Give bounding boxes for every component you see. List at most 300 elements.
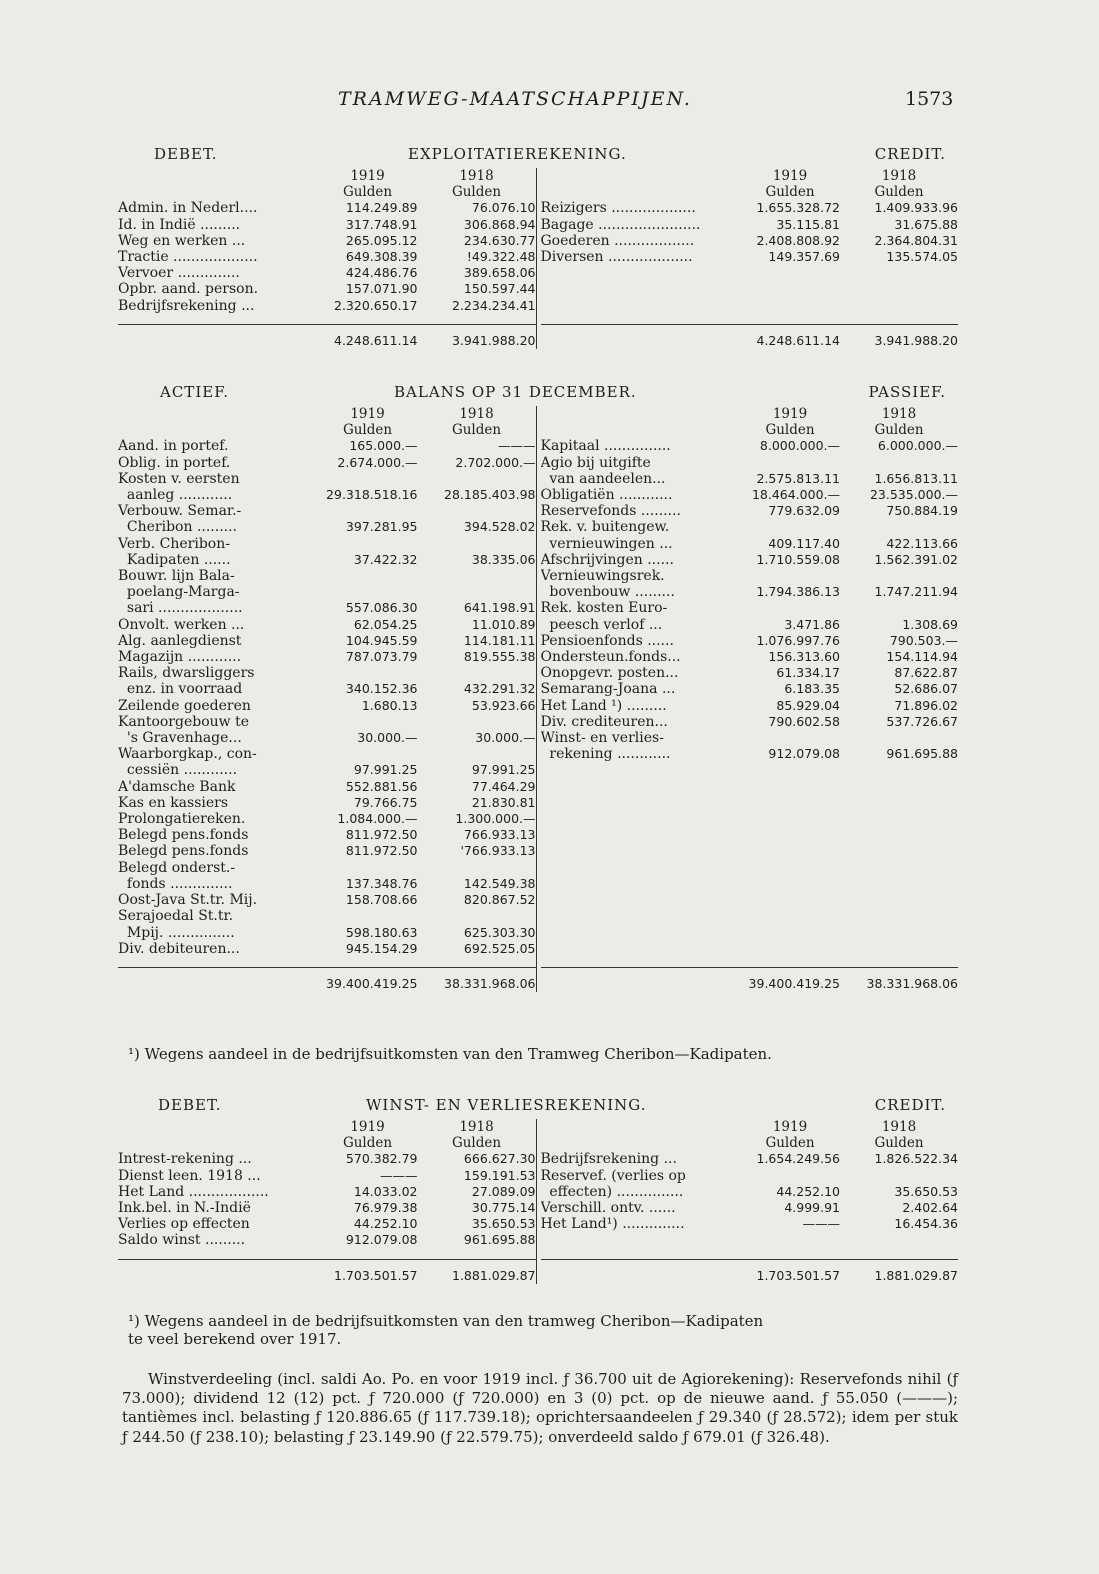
value-1918: 2.702.000.—	[455, 454, 536, 470]
table-row	[118, 892, 536, 908]
year-header-row	[541, 406, 959, 422]
balans-passief-side	[537, 406, 959, 992]
table-row	[118, 1216, 536, 1232]
value-1919: 265.095.12	[345, 232, 418, 248]
row-label: Mpij. ...............	[118, 924, 235, 941]
table-row	[118, 568, 536, 584]
table-row	[118, 730, 536, 746]
winst-credit-side	[537, 1119, 959, 1284]
row-label: A'damsche Bank	[118, 778, 236, 795]
row-label: Rek. v. buitengew.	[540, 519, 670, 536]
row-label: Semarang-Joana ...	[540, 681, 676, 698]
row-label: Id. in Indië .........	[118, 216, 241, 233]
value-1919: 1.655.328.72	[756, 200, 840, 216]
year-header-row	[541, 168, 959, 184]
value-1919: 912.079.08	[768, 746, 840, 762]
year-header-row	[118, 1119, 536, 1135]
value-1918: 750.884.19	[886, 503, 958, 519]
credit-heading: CREDIT.	[874, 1096, 946, 1114]
value-1919: 3.471.86	[784, 616, 840, 632]
table-row	[118, 1232, 536, 1248]
value-1919: 649.308.39	[345, 249, 418, 265]
value-1919: 76.979.38	[353, 1200, 418, 1216]
debet-heading: DEBET.	[158, 1096, 222, 1114]
value-1918: 11.010.89	[471, 616, 536, 632]
value-1919: 1.794.386.13	[756, 584, 840, 600]
value-1918: 666.627.30	[463, 1151, 536, 1167]
row-label: Ink.bel. in N.-Indië	[118, 1200, 251, 1217]
actief-heading: ACTIEF.	[160, 383, 230, 401]
row-label: Goederen ..................	[540, 232, 695, 249]
total-1918: 38.331.968.06	[866, 975, 958, 991]
winst-heading	[118, 1097, 958, 1119]
table-row	[118, 1151, 536, 1167]
unit-header-row	[118, 1135, 536, 1151]
value-1918: 38.335.06	[471, 551, 536, 567]
year-1918: 1918	[881, 406, 917, 422]
row-label: Zeilende goederen	[118, 697, 251, 714]
value-1918: 1.300.000.—	[455, 811, 536, 827]
value-1919: 14.033.02	[353, 1183, 418, 1199]
row-label: bovenbouw .........	[540, 584, 675, 601]
credit-heading: CREDIT.	[874, 145, 946, 163]
value-1919: 340.152.36	[345, 681, 418, 697]
exploitatie-credit-side	[537, 168, 959, 349]
value-1919: 114.249.89	[345, 200, 418, 216]
exploitatie-debet-side	[118, 168, 536, 349]
value-1918: 766.933.13	[463, 827, 536, 843]
table-row	[541, 714, 959, 730]
value-1919: 1.076.997.76	[756, 632, 840, 648]
row-label: Saldo winst .........	[118, 1232, 246, 1249]
value-1919: 157.071.90	[345, 281, 418, 297]
row-label: Prolongatiereken.	[118, 811, 246, 828]
value-1918: 28.185.403.98	[444, 487, 536, 503]
value-1918: 150.597.44	[463, 281, 536, 297]
table-row	[118, 617, 536, 633]
row-label: Kas en kassiers	[118, 794, 229, 811]
unit-label: Gulden	[342, 1135, 393, 1152]
total-1919: 39.400.419.25	[326, 975, 418, 991]
row-label: Opbr. aand. person.	[118, 281, 259, 298]
table-row	[118, 633, 536, 649]
value-1919: 29.318.518.16	[326, 487, 418, 503]
value-1918: 1.409.933.96	[874, 200, 958, 216]
value-1919: 790.602.58	[768, 713, 840, 729]
row-label: Agio bij uitgifte	[540, 454, 651, 471]
table-row	[541, 217, 959, 233]
row-label: Kosten v. eersten	[118, 470, 240, 487]
year-1919: 1919	[350, 1119, 385, 1135]
page-number: 1573	[905, 88, 954, 110]
value-1919: 62.054.25	[353, 616, 418, 632]
row-label: Kantoorgebouw te	[118, 713, 249, 730]
value-1918: 135.574.05	[886, 249, 958, 265]
row-label: van aandeelen...	[540, 470, 666, 487]
value-1918: 961.695.88	[463, 1232, 536, 1248]
row-label: effecten) ...............	[540, 1183, 684, 1200]
unit-header-row	[541, 422, 959, 438]
table-row	[541, 519, 959, 535]
unit-label: Gulden	[342, 184, 393, 201]
value-1918: 1.747.211.94	[874, 584, 958, 600]
row-label: vernieuwingen ...	[540, 535, 673, 552]
balans-section	[118, 384, 958, 992]
table-row	[118, 681, 536, 697]
value-1918: 432.291.32	[463, 681, 536, 697]
total-1919: 1.703.501.57	[756, 1267, 840, 1283]
table-row	[541, 471, 959, 487]
row-label: Reservef. (verlies op	[540, 1167, 686, 1184]
table-row	[118, 217, 536, 233]
value-1919: 137.348.76	[345, 875, 418, 891]
row-label: peesch verlof ...	[540, 616, 663, 633]
row-label: fonds ..............	[118, 875, 233, 892]
table-row	[118, 471, 536, 487]
unit-label: Gulden	[765, 184, 815, 201]
value-1919: 104.945.59	[345, 632, 418, 648]
total-row	[118, 324, 536, 349]
row-label: Kapitaal ...............	[540, 438, 671, 455]
row-label: Verb. Cheribon-	[118, 535, 230, 552]
table-row	[118, 762, 536, 778]
row-label: Belegd pens.fonds	[118, 827, 249, 844]
table-row	[541, 600, 959, 616]
row-label: Oblig. in portef.	[118, 454, 231, 471]
value-1918: 234.630.77	[463, 232, 536, 248]
unit-label: Gulden	[874, 422, 924, 439]
balans-heading	[118, 384, 958, 406]
unit-header-row	[118, 184, 536, 200]
total-row	[118, 967, 536, 992]
table-row	[118, 811, 536, 827]
total-1919: 39.400.419.25	[748, 975, 840, 991]
row-label: poelang-Marga-	[118, 584, 240, 601]
row-label: sari ...................	[118, 600, 243, 617]
total-1919: 4.248.611.14	[334, 332, 418, 348]
year-1919: 1919	[350, 168, 385, 184]
year-1918: 1918	[881, 168, 917, 184]
winst-debet-side	[118, 1119, 536, 1284]
table-row	[541, 249, 959, 265]
table-row	[118, 665, 536, 681]
table-row	[118, 281, 536, 297]
value-1918: 692.525.05	[463, 940, 536, 956]
value-1918: 27.089.09	[471, 1183, 536, 1199]
row-label: Div. crediteuren...	[540, 713, 668, 730]
value-1918: 819.555.38	[463, 649, 536, 665]
year-header-row	[541, 1119, 959, 1135]
balans-title: BALANS OP 31 DECEMBER.	[394, 383, 637, 401]
value-1919: 787.073.79	[345, 649, 418, 665]
winst-footnote-line2: te veel berekend over 1917.	[128, 1330, 342, 1348]
row-label: Onopgevr. posten...	[540, 665, 679, 682]
value-1919: 1.654.249.56	[756, 1151, 840, 1167]
table-row	[541, 1184, 959, 1200]
value-1919: 85.929.04	[776, 697, 840, 713]
table-row	[118, 941, 536, 957]
value-1919: 44.252.10	[353, 1216, 418, 1232]
row-label: Bedrijfsrekening ...	[118, 297, 255, 314]
value-1918: 87.622.87	[894, 665, 958, 681]
year-1919: 1919	[772, 168, 808, 184]
table-row	[118, 860, 536, 876]
unit-header-row	[118, 422, 536, 438]
value-1919: 912.079.08	[345, 1232, 418, 1248]
value-1918: 142.549.38	[463, 875, 536, 891]
row-label: Div. debiteuren...	[118, 940, 240, 957]
value-1918: 114.181.11	[463, 632, 536, 648]
value-1919: 557.086.30	[345, 600, 418, 616]
table-row	[541, 487, 959, 503]
row-label: Verlies op effecten	[118, 1216, 250, 1233]
row-label: Kadipaten ......	[118, 551, 231, 568]
winst-title: WINST- EN VERLIESREKENING.	[366, 1096, 647, 1114]
unit-label: Gulden	[342, 422, 393, 439]
unit-label: Gulden	[765, 422, 815, 439]
table-row	[541, 233, 959, 249]
table-row	[118, 487, 536, 503]
row-label: Obligatiën ............	[540, 487, 673, 504]
row-label: Reizigers ...................	[540, 200, 696, 217]
table-row	[541, 552, 959, 568]
value-1918: 389.658.06	[463, 265, 536, 281]
value-1918: 35.650.53	[894, 1183, 958, 1199]
table-row	[118, 265, 536, 281]
table-row	[118, 1168, 536, 1184]
table-row	[118, 827, 536, 843]
table-row	[118, 698, 536, 714]
total-row	[541, 1259, 959, 1284]
row-label: cessiën ............	[118, 762, 238, 779]
value-1918: !49.322.48	[466, 249, 536, 265]
running-head	[0, 88, 1099, 118]
value-1919: 945.154.29	[345, 940, 418, 956]
total-1919: 1.703.501.57	[334, 1267, 418, 1283]
value-1918: 6.000.000.—	[877, 438, 958, 454]
value-1918: ———	[498, 438, 536, 454]
value-1918: 71.896.02	[894, 697, 958, 713]
value-1919: 61.334.17	[776, 665, 840, 681]
value-1919: ———	[802, 1216, 840, 1232]
table-row	[118, 249, 536, 265]
table-row	[541, 730, 959, 746]
row-label: Aand. in portef.	[118, 438, 229, 455]
winstverdeeling-paragraph: Winstverdeeling (incl. saldi Ao. Po. en voor 1919 incl. ƒ 36.700 uit de Agiorekening): Reservefonds nihil (ƒ 73.000); dividend 12 (12) pct. ƒ 720.000 (ƒ 720.000) en 3 (0) pct. op de nieuwe aand. ƒ 55.050 (———); tantièmes incl. belasting ƒ 120.886.65 (ƒ 117.739.18); oprichtersaandeelen ƒ 29.340 (ƒ 28.572); idem per stuk ƒ 244.50 (ƒ 238.10); belasting ƒ 23.149.90 (ƒ 22.579.75); onverdeeld saldo ƒ 679.01 (ƒ 326.48).	[122, 1370, 958, 1446]
value-1918: 77.464.29	[471, 778, 536, 794]
row-label: Intrest-rekening ...	[118, 1151, 252, 1168]
row-label: Oost-Java St.tr. Mij.	[118, 892, 258, 909]
table-row	[541, 200, 959, 216]
value-1918: 52.686.07	[894, 681, 958, 697]
balans-columns	[118, 406, 958, 992]
table-row	[118, 600, 536, 616]
value-1918: 1.826.522.34	[874, 1151, 958, 1167]
debet-heading: DEBET.	[154, 145, 218, 163]
row-label: Bouwr. lijn Bala-	[118, 568, 235, 585]
row-label: Ondersteun.fonds...	[540, 649, 681, 666]
table-row	[118, 714, 536, 730]
table-row	[541, 617, 959, 633]
row-label: Magazijn ............	[118, 649, 242, 666]
value-1918: 21.830.81	[471, 794, 536, 810]
row-label: aanleg ............	[118, 487, 233, 504]
table-row	[118, 779, 536, 795]
value-1919: 2.674.000.—	[337, 454, 418, 470]
unit-label: Gulden	[451, 184, 502, 201]
value-1918: 641.198.91	[463, 600, 536, 616]
value-1918: 961.695.88	[886, 746, 958, 762]
value-1919: 552.881.56	[345, 778, 418, 794]
table-row	[541, 681, 959, 697]
value-1919: 44.252.10	[776, 1183, 840, 1199]
value-1918: 820.867.52	[463, 892, 536, 908]
value-1919: 37.422.32	[353, 551, 418, 567]
row-label: Het Land ¹) .........	[540, 697, 667, 714]
value-1918: 30.775.14	[471, 1200, 536, 1216]
value-1918: 31.675.88	[894, 216, 958, 232]
table-row	[118, 233, 536, 249]
value-1918: 154.114.94	[886, 649, 958, 665]
row-label: Vervoer ..............	[118, 265, 240, 282]
value-1919: 165.000.—	[349, 438, 418, 454]
table-row	[541, 746, 959, 762]
value-1918: 35.650.53	[471, 1216, 536, 1232]
row-label: Onvolt. werken ...	[118, 616, 245, 633]
year-1919: 1919	[772, 406, 808, 422]
row-label: Bedrijfsrekening ...	[540, 1151, 677, 1168]
table-row	[118, 925, 536, 941]
year-1918: 1918	[459, 1119, 494, 1135]
year-header-row	[118, 168, 536, 184]
table-row	[118, 843, 536, 859]
row-label: Admin. in Nederl....	[118, 200, 258, 217]
total-1918: 3.941.988.20	[874, 332, 958, 348]
value-1919: 2.408.808.92	[756, 232, 840, 248]
table-row	[541, 1200, 959, 1216]
exploitatie-heading	[118, 146, 958, 168]
value-1918: 306.868.94	[463, 216, 536, 232]
winst-footnote	[128, 1312, 958, 1348]
value-1919: 317.748.91	[345, 216, 418, 232]
value-1919: 1.680.13	[361, 697, 418, 713]
value-1919: 2.320.650.17	[334, 297, 418, 313]
table-row	[118, 552, 536, 568]
row-label: enz. in voorraad	[118, 681, 243, 698]
row-label: Diversen ...................	[540, 249, 693, 266]
table-row	[118, 503, 536, 519]
row-label: Weg en werken ...	[118, 232, 246, 249]
row-label: Verbouw. Semar.-	[118, 503, 242, 520]
balans-footnote: ¹) Wegens aandeel in de bedrijfsuitkomsten van den Tramweg Cheribon—Kadipaten.	[128, 1045, 772, 1063]
exploitatie-title: EXPLOITATIEREKENING.	[408, 145, 627, 163]
running-title: TRAMWEG-MAATSCHAPPIJEN.	[338, 88, 692, 110]
value-1919: 35.115.81	[776, 216, 840, 232]
table-row	[118, 1200, 536, 1216]
row-label: Bagage .......................	[540, 216, 701, 233]
value-1918: 422.113.66	[886, 535, 958, 551]
value-1918: '766.933.13	[460, 843, 536, 859]
unit-label: Gulden	[451, 1135, 502, 1152]
row-label: Verschill. ontv. ......	[540, 1200, 676, 1217]
value-1918: 1.562.391.02	[874, 551, 958, 567]
table-row	[541, 1216, 959, 1232]
table-row	[118, 298, 536, 314]
value-1919: 598.180.63	[345, 924, 418, 940]
year-1919: 1919	[350, 406, 385, 422]
total-1918: 3.941.988.20	[452, 332, 536, 348]
winst-footnote-line1: ¹) Wegens aandeel in de bedrijfsuitkomsten van den tramweg Cheribon—Kadipaten	[128, 1312, 764, 1330]
unit-label: Gulden	[874, 184, 924, 201]
table-row	[541, 503, 959, 519]
unit-label: Gulden	[874, 1135, 924, 1152]
value-1919: 397.281.95	[345, 519, 418, 535]
total-row	[541, 324, 959, 349]
table-row	[118, 908, 536, 924]
table-row	[118, 876, 536, 892]
value-1919: 570.382.79	[345, 1151, 418, 1167]
table-row	[118, 438, 536, 454]
row-label: Cheribon .........	[118, 519, 237, 536]
value-1918: 1.308.69	[902, 616, 958, 632]
value-1919: 18.464.000.—	[751, 487, 840, 503]
row-label: Reservefonds .........	[540, 503, 681, 520]
value-1919: ———	[380, 1167, 418, 1183]
table-row	[118, 746, 536, 762]
value-1918: 1.656.813.11	[874, 470, 958, 486]
unit-header-row	[541, 184, 959, 200]
table-row	[118, 536, 536, 552]
balans-actief-side	[118, 406, 536, 992]
value-1919: 30.000.—	[357, 730, 418, 746]
row-label: Het Land¹) ..............	[540, 1216, 685, 1233]
total-row	[541, 967, 959, 992]
winst-section	[118, 1097, 958, 1284]
value-1919: 8.000.000.—	[759, 438, 840, 454]
value-1919: 1.084.000.—	[337, 811, 418, 827]
value-1919: 779.632.09	[768, 503, 840, 519]
value-1918: 30.000.—	[475, 730, 536, 746]
value-1919: 149.357.69	[768, 249, 840, 265]
year-header-row	[118, 406, 536, 422]
value-1918: 16.454.36	[894, 1216, 958, 1232]
total-1919: 4.248.611.14	[756, 332, 840, 348]
table-row	[118, 200, 536, 216]
row-label: 's Gravenhage...	[118, 730, 242, 747]
table-row	[118, 584, 536, 600]
value-1918: 2.364.804.31	[874, 232, 958, 248]
value-1919: 1.710.559.08	[756, 551, 840, 567]
row-label: Waarborgkap., con-	[118, 746, 257, 763]
value-1918: 790.503.—	[889, 632, 958, 648]
value-1918: 2.234.234.41	[452, 297, 536, 313]
total-1918: 38.331.968.06	[444, 975, 536, 991]
value-1918: 625.303.30	[463, 924, 536, 940]
table-row	[541, 536, 959, 552]
table-row	[118, 519, 536, 535]
table-row	[541, 633, 959, 649]
table-row	[118, 1184, 536, 1200]
row-label: Rek. kosten Euro-	[540, 600, 668, 617]
total-1918: 1.881.029.87	[874, 1267, 958, 1283]
value-1918: 537.726.67	[886, 713, 958, 729]
value-1919: 97.991.25	[353, 762, 418, 778]
table-row	[118, 455, 536, 471]
value-1918: 97.991.25	[471, 762, 536, 778]
row-label: Rails, dwarsliggers	[118, 665, 255, 682]
table-row	[541, 649, 959, 665]
unit-header-row	[541, 1135, 959, 1151]
